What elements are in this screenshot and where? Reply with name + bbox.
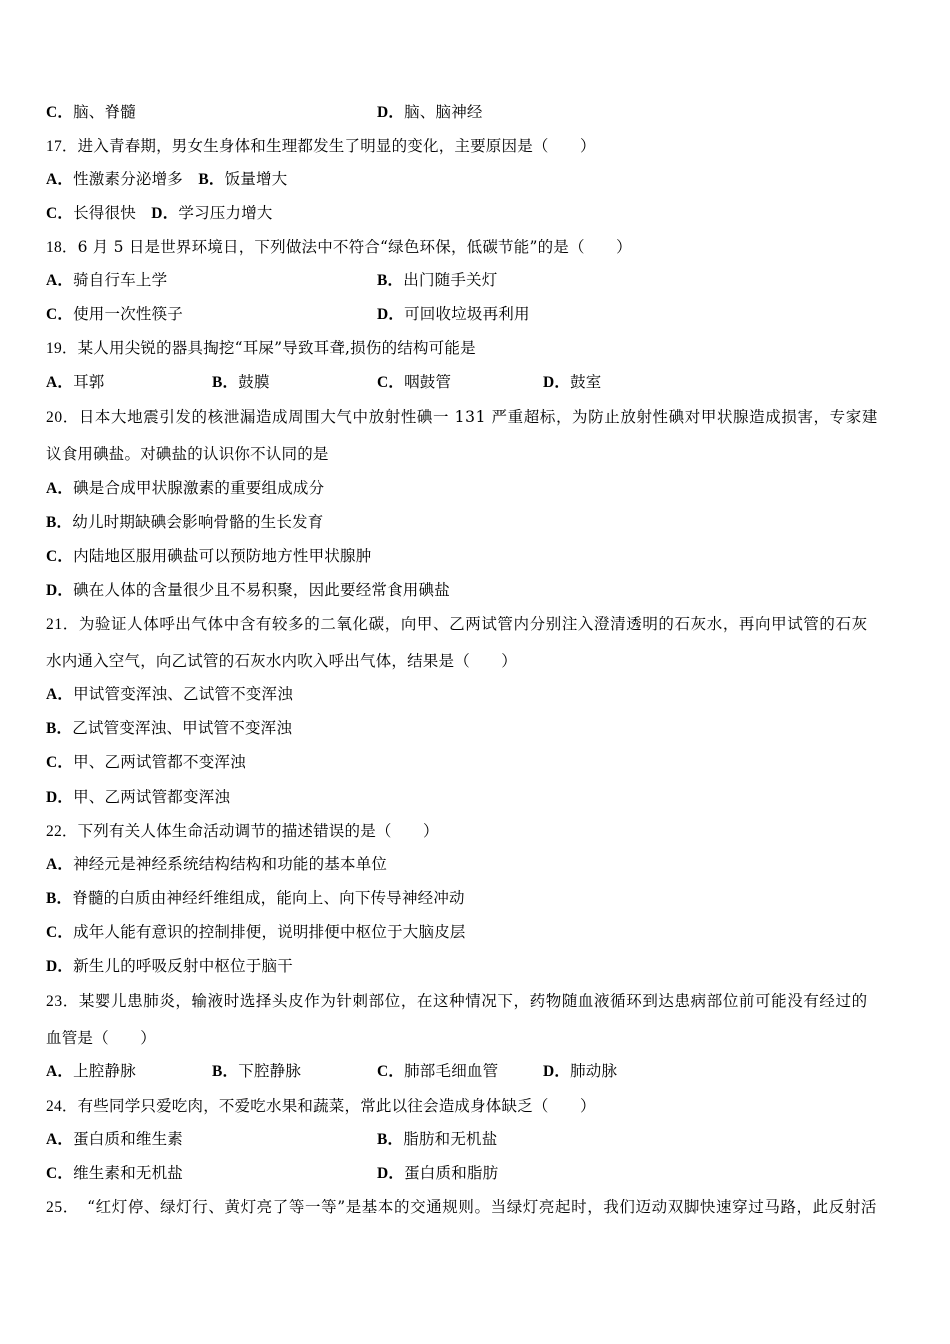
option-label: A．	[46, 171, 74, 188]
option-label: A．	[46, 856, 74, 873]
option-label: D．	[377, 104, 405, 121]
option-label: C．	[46, 306, 74, 323]
question-stem	[46, 991, 868, 1012]
option-text: 甲试管变浑浊、乙试管不变浑浊	[73, 685, 293, 703]
answer-option	[377, 372, 451, 393]
option-text: 鼓膜	[238, 373, 270, 391]
option-text: 鼓室	[570, 373, 602, 391]
answer-option	[46, 102, 136, 123]
option-label: A．	[46, 272, 74, 289]
answer-option	[46, 752, 246, 773]
spacer	[136, 204, 151, 222]
option-label: B．	[46, 890, 73, 907]
option-label: A．	[46, 1063, 74, 1080]
option-text: 内陆地区服用碘盐可以预防地方性甲状腺肿	[73, 547, 372, 565]
question-number: 25．	[46, 1199, 72, 1216]
answer-option	[46, 854, 387, 875]
answer-option	[377, 102, 483, 123]
answer-option	[46, 478, 324, 499]
option-text: 乙试管变浑浊、甲试管不变浑浊	[72, 719, 293, 737]
option-text: 咽鼓管	[404, 373, 452, 391]
answer-options-row	[46, 169, 287, 190]
question-number: 18．	[46, 239, 78, 256]
answer-option	[46, 304, 183, 325]
option-label: A．	[46, 1131, 74, 1148]
option-text: 可回收垃圾再利用	[404, 305, 530, 323]
option-label: D．	[543, 374, 571, 391]
option-label: B．	[377, 1131, 404, 1148]
question-stem	[46, 136, 596, 157]
option-label: B．	[377, 272, 404, 289]
option-text: 脑、脊髓	[73, 103, 136, 121]
option-label: B．	[46, 720, 73, 737]
option-text: 学习压力增大	[178, 204, 273, 222]
question-number: 19．	[46, 340, 78, 357]
answer-option	[46, 922, 466, 943]
question-stem	[46, 1096, 596, 1117]
question-number: 23．	[46, 993, 79, 1010]
answer-option	[377, 1129, 497, 1150]
answer-option	[46, 546, 371, 567]
answer-option	[46, 1061, 136, 1082]
question-text: 水内通入空气，向乙试管的石灰水内吹入呼出气体，结果是（ ）	[46, 652, 518, 670]
answer-option	[46, 1163, 183, 1184]
question-text: 有些同学只爱吃肉，不爱吃水果和蔬菜，常此以往会造成身体缺乏（ ）	[77, 1097, 596, 1115]
option-text: 耳郭	[73, 373, 105, 391]
option-text: 甲、乙两试管都变浑浊	[73, 788, 231, 806]
option-text: 新生儿的呼吸反射中枢位于脑干	[73, 957, 293, 975]
answer-option	[212, 372, 270, 393]
question-text: 下列有关人体生命活动调节的描述错误的是（ ）	[77, 822, 439, 840]
answer-option	[377, 270, 497, 291]
option-label: D．	[151, 205, 179, 222]
answer-option	[46, 512, 323, 533]
answer-option	[46, 580, 450, 601]
question-text: 进入青春期，男女生身体和生理都发生了明显的变化，主要原因是（ ）	[77, 137, 596, 155]
option-text: 上腔静脉	[73, 1062, 136, 1080]
option-label: D．	[377, 1165, 405, 1182]
question-number: 17．	[46, 138, 78, 155]
question-text: 某人用尖锐的器具掏挖“耳屎”导致耳聋,损伤的结构可能是	[77, 339, 476, 357]
question-stem	[46, 407, 878, 428]
option-label: C．	[46, 548, 74, 565]
question-text: “红灯停、绿灯行、黄灯亮了等一等”是基本的交通规则。当绿灯亮起时，我们迈动双脚快速穿过马路，此反射活	[71, 1198, 878, 1216]
option-label: C．	[377, 374, 405, 391]
option-text: 下腔静脉	[238, 1062, 302, 1080]
answer-option	[543, 1061, 617, 1082]
option-label: C．	[46, 754, 74, 771]
question-number: 21．	[46, 616, 79, 633]
option-label: B．	[212, 1063, 239, 1080]
question-stem	[46, 1197, 877, 1218]
answer-option	[46, 718, 292, 739]
answer-option	[46, 684, 293, 705]
question-number: 22．	[46, 823, 78, 840]
option-text: 脊髓的白质由神经纤维组成，能向上、向下传导神经冲动	[72, 889, 465, 907]
option-text: 脂肪和无机盐	[403, 1130, 498, 1148]
answer-options-row	[46, 203, 273, 224]
option-label: C．	[377, 1063, 405, 1080]
answer-option	[212, 1061, 301, 1082]
option-label: A．	[46, 480, 74, 497]
option-label: D．	[46, 958, 74, 975]
option-text: 成年人能有意识的控制排便，说明排便中枢位于大脑皮层	[73, 923, 466, 941]
answer-option	[46, 956, 293, 977]
question-number: 24．	[46, 1098, 78, 1115]
answer-option	[377, 1061, 498, 1082]
option-text: 神经元是神经系统结构结构和功能的基本单位	[73, 855, 388, 873]
option-text: 出门随手关灯	[403, 271, 498, 289]
option-text: 幼儿时期缺碘会影响骨骼的生长发育	[72, 513, 324, 531]
answer-option	[377, 1163, 498, 1184]
option-label: D．	[377, 306, 405, 323]
question-stem-continued	[46, 651, 517, 671]
option-text: 使用一次性筷子	[73, 305, 183, 323]
option-label: C．	[46, 924, 74, 941]
option-text: 肺动脉	[570, 1062, 618, 1080]
question-stem-continued	[46, 1028, 156, 1048]
question-stem	[46, 237, 632, 258]
option-text: 维生素和无机盐	[73, 1164, 183, 1182]
question-text: 议食用碘盐。对碘盐的认识你不认同的是	[46, 445, 329, 463]
question-number: 20．	[46, 409, 79, 426]
answer-option	[46, 270, 167, 291]
question-stem-continued	[46, 444, 329, 464]
answer-option	[46, 787, 230, 808]
question-text: 日本大地震引发的核泄漏造成周围大气中放射性碘一 131 严重超标，为防止放射性碘对甲状腺造成损害，专家建	[78, 408, 878, 426]
answer-option	[46, 1129, 183, 1150]
option-label: A．	[46, 374, 74, 391]
question-text: 为验证人体呼出气体中含有较多的二氧化碳，向甲、乙两试管内分别注入澄清透明的石灰水，再向甲试管的石灰	[78, 615, 868, 633]
answer-option	[543, 372, 602, 393]
option-label: B．	[198, 171, 225, 188]
answer-option	[46, 372, 105, 393]
option-label: C．	[46, 205, 74, 222]
question-text: 某婴儿患肺炎，输液时选择头皮作为针刺部位，在这种情况下，药物随血液循环到达患病部位前可能没有经过的	[78, 992, 868, 1010]
spacer	[183, 170, 198, 188]
option-text: 蛋白质和脂肪	[404, 1164, 499, 1182]
answer-option	[46, 888, 465, 909]
option-label: A．	[46, 686, 74, 703]
question-text: 6 月 5 日是世界环境日，下列做法中不符合“绿色环保，低碳节能”的是（ ）	[77, 238, 632, 256]
question-stem	[46, 614, 868, 635]
option-text: 长得很快	[73, 204, 136, 222]
question-text: 血管是（ ）	[46, 1029, 156, 1047]
question-stem	[46, 338, 476, 359]
option-label: B．	[212, 374, 239, 391]
option-text: 甲、乙两试管都不变浑浊	[73, 753, 246, 771]
option-label: D．	[46, 789, 74, 806]
option-text: 性激素分泌增多	[73, 170, 183, 188]
option-label: C．	[46, 104, 74, 121]
option-text: 碘在人体的含量很少且不易积聚，因此要经常食用碘盐	[73, 581, 450, 599]
option-text: 脑、脑神经	[404, 103, 483, 121]
option-text: 肺部毛细血管	[404, 1062, 499, 1080]
option-text: 骑自行车上学	[73, 271, 168, 289]
option-label: D．	[543, 1063, 571, 1080]
question-stem	[46, 821, 439, 842]
answer-option	[377, 304, 530, 325]
option-label: C．	[46, 1165, 74, 1182]
option-text: 饭量增大	[224, 170, 288, 188]
option-text: 蛋白质和维生素	[73, 1130, 183, 1148]
option-label: B．	[46, 514, 73, 531]
option-text: 碘是合成甲状腺激素的重要组成成分	[73, 479, 325, 497]
option-label: D．	[46, 582, 74, 599]
